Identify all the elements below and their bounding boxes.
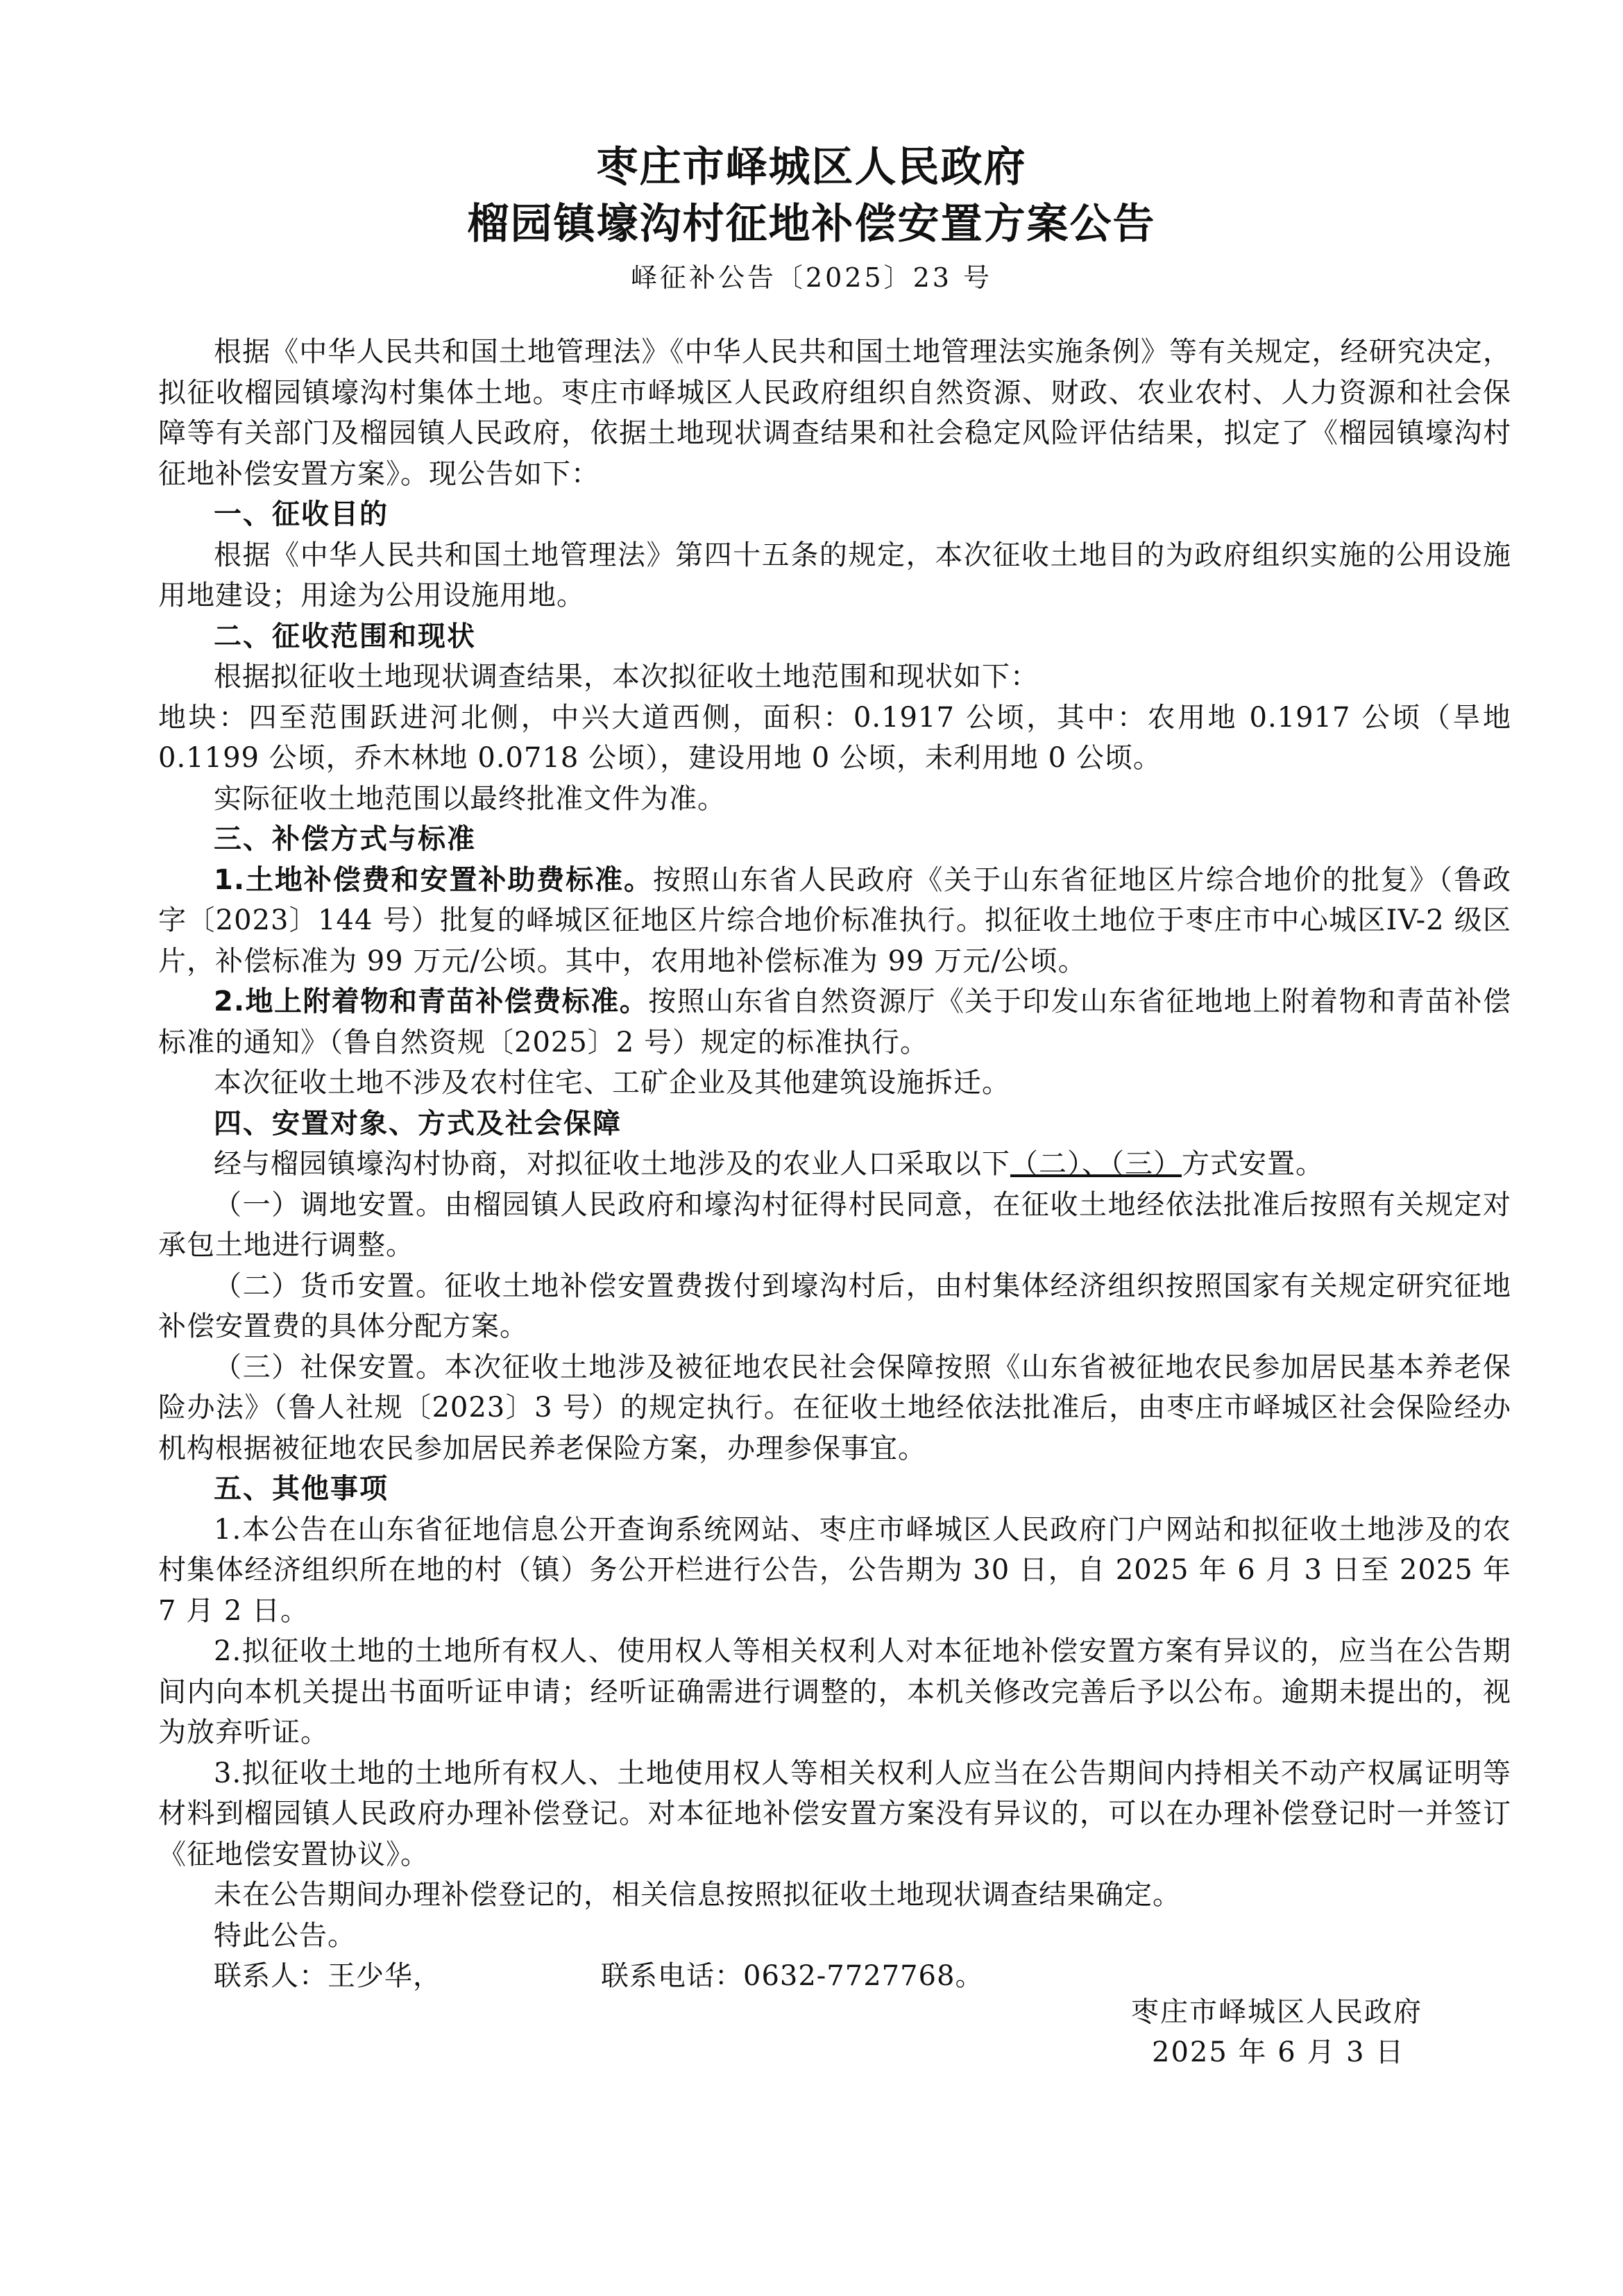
section-3-item-2 — [158, 981, 1511, 1063]
contact-phone: 联系电话：0632-7727768。 — [601, 1960, 984, 1992]
monetary-resettlement-paragraph: （二）货币安置。征收土地补偿安置费拨付到壕沟村后，由村集体经济组织按照国家有关规定研究征地补偿安置费的具体分配方案。 — [158, 1269, 1511, 1342]
section-2-heading: 二、征收范围和现状 — [214, 620, 476, 652]
section-4-heading: 四、安置对象、方式及社会保障 — [214, 1107, 622, 1140]
document-number: 峄征补公告〔2025〕23 号 — [630, 262, 993, 293]
section-5-heading: 五、其他事项 — [214, 1473, 389, 1505]
resettlement-suffix: 方式安置。 — [1182, 1148, 1324, 1180]
title-line-2: 榴园镇壕沟村征地补偿安置方案公告 — [467, 200, 1156, 248]
land-adjustment-paragraph: （一）调地安置。由榴园镇人民政府和壕沟村征得村民同意，在征收土地经依法批准后按照有关规定对承包土地进行调整。 — [158, 1188, 1511, 1261]
section-2-paragraph: 根据拟征收土地现状调查结果，本次拟征收土地范围和现状如下： — [214, 661, 1039, 693]
social-security-paragraph: （三）社保安置。本次征收土地涉及被征地农民社会保障按照《山东省被征地农民参加居民基本养老保险办法》（鲁人社规〔2023〕3 号）的规定执行。在征收土地经依法批准后，由枣庄市峄城区社会保险经办机构根据被征地农民参加居民养老保险方案，办理参保事宜。 — [158, 1351, 1511, 1464]
signature-date: 2025 年 6 月 3 日 — [1152, 2036, 1405, 2068]
contact-line — [158, 1956, 1511, 1997]
signature-org: 枣庄市峄城区人民政府 — [1131, 1996, 1422, 2028]
section-3-heading: 三、补偿方式与标准 — [214, 823, 476, 855]
section-3-note: 本次征收土地不涉及农村住宅、工矿企业及其他建筑设施拆迁。 — [214, 1067, 1010, 1099]
section-2-note: 实际征收土地范围以最终批准文件为准。 — [214, 782, 726, 815]
item-2-text: 按照山东省自然资源厅《关于印发山东省征地地上附着物和青苗补偿标准的通知》（鲁自然资规〔2025〕2 号）规定的标准执行。 — [158, 986, 1512, 1058]
section-5-item-3: 3.拟征收土地的土地所有权人、土地使用权人等相关权利人应当在公告期间内持相关不动产权属证明等材料到榴园镇人民政府办理补偿登记。对本征地补偿安置方案没有异议的，可以在办理补偿登记时一并签订《征地偿安置协议》。 — [158, 1757, 1511, 1871]
section-1-paragraph: 根据《中华人民共和国土地管理法》第四十五条的规定，本次征收土地目的为政府组织实施的公用设施用地建设；用途为公用设施用地。 — [158, 539, 1511, 611]
closing-text: 特此公告。 — [214, 1919, 356, 1952]
section-5-note: 未在公告期间办理补偿登记的，相关信息按照拟征收土地现状调查结果确定。 — [214, 1879, 1181, 1911]
title-line-1: 枣庄市峄城区人民政府 — [596, 143, 1027, 192]
announcement-body — [158, 332, 1511, 1997]
section-3-item-1 — [158, 860, 1511, 982]
item-1-title: 1.土地补偿费和安置补助费标准。 — [214, 863, 653, 896]
plot-description: 地块：四至范围跃进河北侧，中兴大道西侧，面积：0.1917 公顷，其中：农用地 0.1917 公顷（旱地 0.1199 公顷，乔木林地 0.0718 公顷），建设用地 0 公顷，未利用地 0 公顷。 — [158, 701, 1511, 774]
item-2-title: 2.地上附着物和青苗补偿费标准。 — [214, 986, 649, 1018]
section-4-paragraph — [158, 1144, 1511, 1185]
resettlement-intro: 经与榴园镇壕沟村协商，对拟征收土地涉及的农业人口采取以下 — [214, 1148, 1010, 1180]
resettlement-methods: （二）、（三） — [1010, 1148, 1182, 1180]
section-5-item-1: 1.本公告在山东省征地信息公开查询系统网站、枣庄市峄城区人民政府门户网站和拟征收土地涉及的农村集体经济组织所在地的村（镇）务公开栏进行公告，公告期为 30 日，自 2025 年 6 月 3 日至 2025 年 7 月 2 日。 — [158, 1513, 1511, 1627]
item-1-text: 按照山东省人民政府《关于山东省征地区片综合地价的批复》（鲁政字〔2023〕144 号）批复的峄城区征地区片综合地价标准执行。拟征收土地位于枣庄市中心城区IV-2 级区片，补偿标准为 99 万元/公顷。其中，农用地补偿标准为 99 万元/公顷。 — [158, 863, 1512, 977]
intro-paragraph: 根据《中华人民共和国土地管理法》《中华人民共和国土地管理法实施条例》等有关规定，经研究决定，拟征收榴园镇壕沟村集体土地。枣庄市峄城区人民政府组织自然资源、财政、农业农村、人力资源和社会保障等有关部门及榴园镇人民政府，依据土地现状调查结果和社会稳定风险评估结果，拟定了《榴园镇壕沟村征地补偿安置方案》。现公告如下： — [158, 336, 1511, 490]
section-5-item-2: 2.拟征收土地的土地所有权人、使用权人等相关权利人对本征地补偿安置方案有异议的，应当在公告期间内向本机关提出书面听证申请；经听证确需进行调整的，本机关修改完善后予以公布。逾期未提出的，视为放弃听证。 — [158, 1635, 1511, 1748]
contact-person: 联系人：王少华， — [214, 1960, 441, 1992]
section-1-heading: 一、征收目的 — [214, 498, 389, 530]
signature-block — [1103, 1992, 1520, 2073]
